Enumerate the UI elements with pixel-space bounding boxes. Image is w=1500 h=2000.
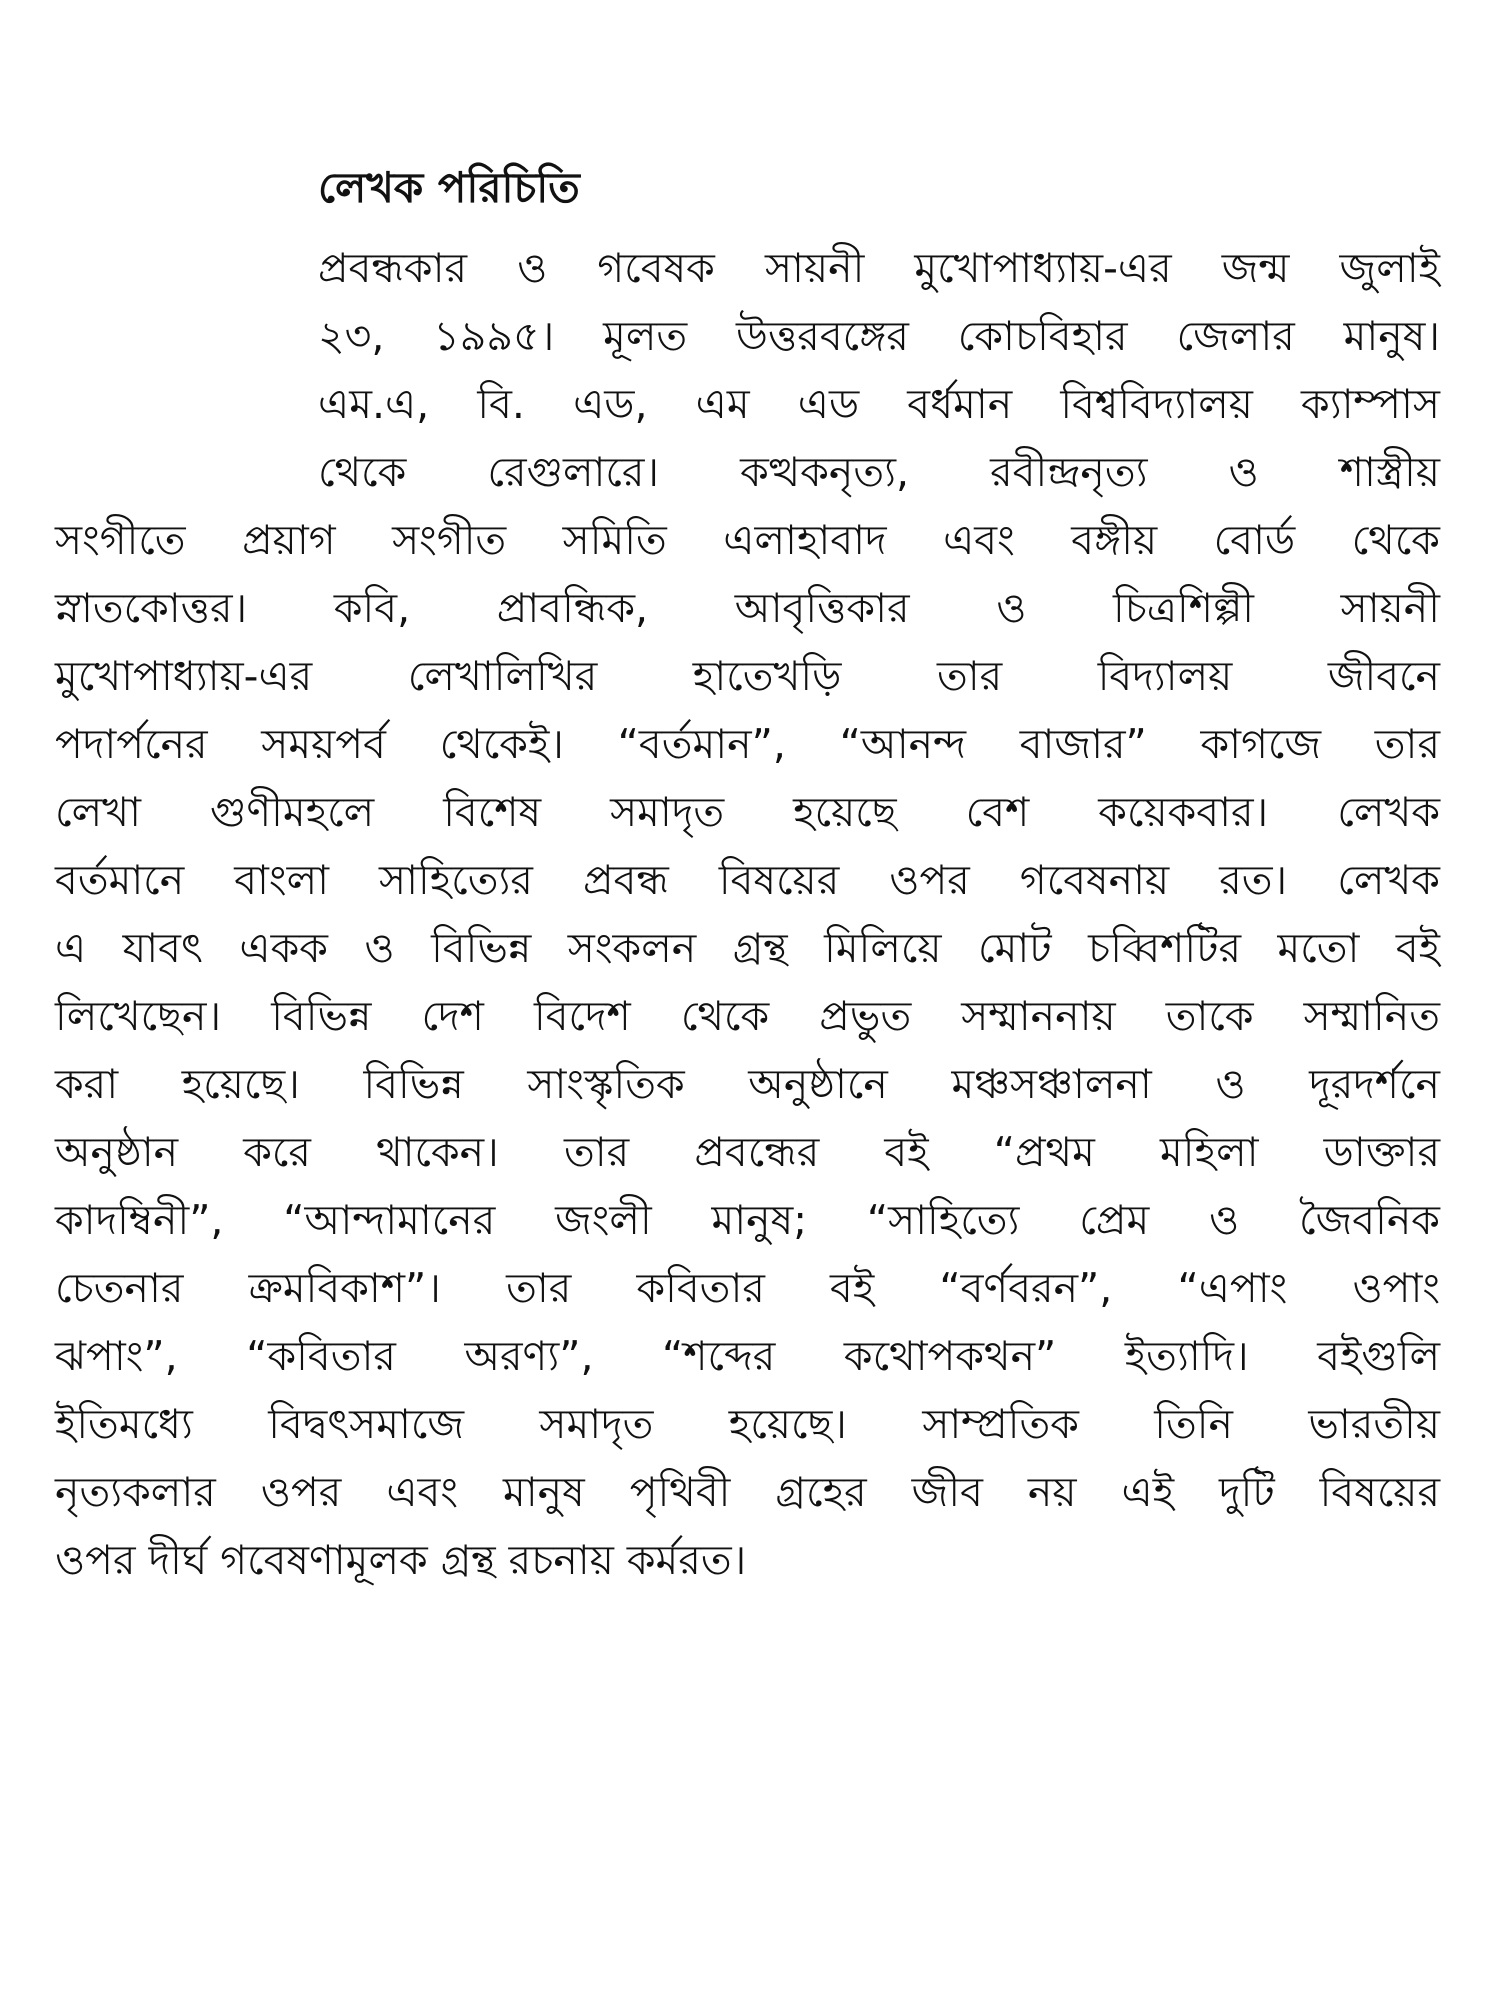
text-line: লিখেছেন। বিভিন্ন দেশ বিদেশ থেকে প্রভুত সম্মাননায় তাকে সম্মানিত (55, 992, 1440, 1040)
text-line: চেতনার ক্রমবিকাশ”। তার কবিতার বই “বর্ণবরন”, “এপাং ওপাং (55, 1264, 1440, 1312)
text-line: স্নাতকোত্তর। কবি, প্রাবন্ধিক, আবৃত্তিকার ও চিত্রশিল্পী সায়নী (55, 584, 1440, 632)
text-line: পদার্পনের সময়পর্ব থেকেই। “বর্তমান”, “আনন্দ বাজার” কাগজে তার (55, 720, 1440, 768)
text-line: ২৩, ১৯৯৫। মূলত উত্তরবঙ্গের কোচবিহার জেলার মানুষ। (318, 312, 1440, 360)
text-line: ওপর দীর্ঘ গবেষণামূলক গ্রন্থ রচনায় কর্মরত। (55, 1536, 747, 1584)
text-line: কাদম্বিনী”, “আন্দামানের জংলী মানুষ; “সাহিত্যে প্রেম ও জৈবনিক (55, 1196, 1440, 1244)
text-line: এ যাবৎ একক ও বিভিন্ন সংকলন গ্রন্থ মিলিয়ে মোট চব্বিশটির মতো বই (55, 924, 1440, 972)
text-line: ঝপাং”, “কবিতার অরণ্য”, “শব্দের কথোপকথন” ইত্যাদি। বইগুলি (55, 1332, 1440, 1380)
text-line: সংগীতে প্রয়াগ সংগীত সমিতি এলাহাবাদ এবং বঙ্গীয় বোর্ড থেকে (55, 516, 1440, 564)
page-title: লেখক পরিচিতি (318, 163, 580, 212)
text-line: অনুষ্ঠান করে থাকেন। তার প্রবন্ধের বই “প্রথম মহিলা ডাক্তার (55, 1128, 1440, 1176)
text-line: লেখা গুণীমহলে বিশেষ সমাদৃত হয়েছে বেশ কয়েকবার। লেখক (55, 788, 1440, 836)
text-line: নৃত্যকলার ওপর এবং মানুষ পৃথিবী গ্রহের জীব নয় এই দুটি বিষয়ের (55, 1468, 1440, 1516)
text-line: করা হয়েছে। বিভিন্ন সাংস্কৃতিক অনুষ্ঠানে মঞ্চসঞ্চালনা ও দূরদর্শনে (55, 1060, 1440, 1108)
text-line: মুখোপাধ্যায়-এর লেখালিখির হাতেখড়ি তার বিদ্যালয় জীবনে (55, 652, 1440, 700)
text-line: প্রবন্ধকার ও গবেষক সায়নী মুখোপাধ্যায়-এর জন্ম জুলাই (318, 244, 1440, 292)
text-line: এম.এ, বি. এড, এম এড বর্ধমান বিশ্ববিদ্যালয় ক্যাম্পাস (318, 380, 1440, 428)
text-line: বর্তমানে বাংলা সাহিত্যের প্রবন্ধ বিষয়ের ওপর গবেষনায় রত। লেখক (55, 856, 1440, 904)
text-line: থেকে রেগুলারে। কত্থকনৃত্য, রবীন্দ্রনৃত্য ও শাস্ত্রীয় (318, 448, 1440, 496)
text-line: ইতিমধ্যে বিদ্বৎসমাজে সমাদৃত হয়েছে। সাম্প্রতিক তিনি ভারতীয় (55, 1400, 1440, 1448)
